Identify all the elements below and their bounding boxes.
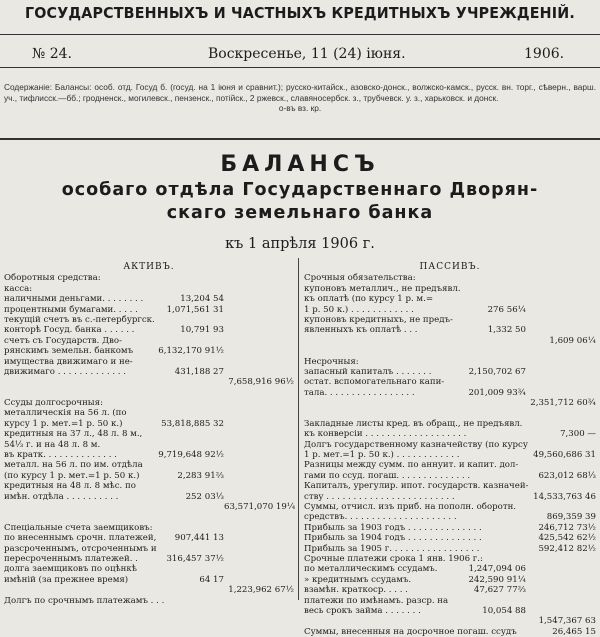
ledger-amount: 276 56¼ <box>487 304 526 315</box>
ledger-total <box>224 523 294 533</box>
ledger-text: Спеціальные счета заемщиковъ: <box>4 522 153 533</box>
ledger-line <box>304 398 596 408</box>
ledger-amount <box>516 502 555 512</box>
ledger-line <box>304 367 596 377</box>
ledger-line <box>304 523 596 533</box>
ledger-line <box>4 440 294 450</box>
ledger-line <box>4 585 294 595</box>
ledger-total: 63,571,070 19¼ <box>224 502 296 512</box>
ledger-line <box>4 377 294 387</box>
ledger-total <box>561 440 596 450</box>
ledger-amount: 316,457 37½ <box>166 553 224 564</box>
ledger-total <box>526 585 596 595</box>
ledger-amount <box>158 357 224 367</box>
ledger-amount <box>518 460 556 470</box>
ledger-total: 49,560,686 31 <box>533 450 596 461</box>
ledger-text: счетъ съ Государств. Дво- <box>4 335 122 346</box>
ledger-amount <box>158 284 224 294</box>
ledger-amount <box>466 429 529 439</box>
ledger-total: 592,412 82½ <box>538 543 596 554</box>
ledger-text: Прибыль за 1904 годъ . . . . . . . . . . . . . . <box>304 533 482 544</box>
ledger-total <box>526 367 596 377</box>
issue-year: 1906. <box>524 46 565 62</box>
ledger-total <box>526 346 596 356</box>
aktiv-heading: АКТИВЪ. <box>123 262 175 272</box>
issue-rule <box>0 67 600 68</box>
ledger-line <box>4 315 294 325</box>
ledger-total <box>556 460 596 470</box>
ledger-total: 7,300 — <box>560 429 596 440</box>
ledger-line <box>304 460 596 470</box>
table-of-contents <box>4 82 596 114</box>
ledger-line <box>4 450 294 460</box>
ledger-text: Срочныя обязательства: <box>304 273 416 284</box>
ledger-line <box>4 575 294 585</box>
ledger-amount <box>460 273 526 283</box>
ledger-amount <box>460 616 526 626</box>
ledger-text <box>304 336 460 346</box>
ledger-total: 26,465 15 <box>552 626 596 637</box>
ledger-line <box>304 585 596 595</box>
ledger-total <box>526 315 596 325</box>
ledger-line <box>304 294 596 304</box>
ledger-amount <box>158 502 224 512</box>
ledger-amount: 2,150,702 67 <box>468 366 526 377</box>
ledger-text: весь срокъ займа . . . . . . . <box>304 605 421 616</box>
balance-subtitle-2: скаго земельнаго банка <box>166 203 434 223</box>
ledger-amount <box>158 512 224 522</box>
ledger-text: платежи по имѣнамъ. разср. на <box>304 595 449 606</box>
ledger-text: купоновъ металлич., не предъявл. <box>304 283 461 294</box>
ledger-line <box>304 336 596 346</box>
balance-subtitle-1: особаго отдѣла Государственнаго Дворян- <box>61 180 539 200</box>
ledger-amount: 13,204 54 <box>180 294 224 305</box>
ledger-text: кредитныя на 48 л. 8 мѣс. по <box>4 481 136 492</box>
ledger-total <box>526 284 596 294</box>
ledger-total <box>224 554 294 564</box>
ledger-total <box>224 284 294 294</box>
ledger-total <box>224 471 294 481</box>
ledger-line <box>4 284 294 294</box>
ledger-line <box>304 388 596 398</box>
ledger-line <box>304 502 596 512</box>
ledger-line <box>304 357 596 367</box>
ledger-text <box>4 502 158 512</box>
ledger-total <box>224 305 294 315</box>
ledger-total <box>526 408 596 418</box>
ledger-text: Прибыль за 1905 г. . . . . . . . . . . . . . . . . <box>304 543 480 554</box>
ledger-line <box>4 533 294 543</box>
ledger-amount: 1,247,094 06 <box>468 564 526 575</box>
ledger-amount <box>158 440 224 450</box>
ledger-line <box>4 367 294 377</box>
ledger-line <box>304 429 596 439</box>
ledger-amount <box>470 471 531 481</box>
ledger-line <box>304 544 596 554</box>
ledger-total <box>224 564 294 574</box>
ledger-amount <box>460 377 526 387</box>
ledger-text: кредитныя на 37 л., 48 л. 8 м., <box>4 429 143 440</box>
ledger-total <box>224 492 294 502</box>
ledger-text <box>304 346 460 356</box>
ledger-text: средствъ. . . . . . . . . . . . . . . . . . . . . <box>304 512 457 523</box>
ledger-amount <box>158 564 224 574</box>
ledger-text: Закладные листы кред. въ обращ., не предъявл. <box>304 418 523 429</box>
ledger-total <box>224 460 294 470</box>
aktiv-lines <box>4 273 294 606</box>
ledger-line <box>304 419 596 429</box>
ledger-text: гами по ссуд. погаш. . . . . . . . . . . . . . <box>304 470 471 481</box>
ledger-text: движимаго . . . . . . . . . . . . . <box>4 366 126 377</box>
ledger-amount: 242,590 91¼ <box>468 574 526 585</box>
ledger-text: имѣній (за прежнее время) <box>4 574 129 585</box>
ledger-text: Суммы, внесенныя на досрочное погаш. ссудъ <box>304 626 517 637</box>
ledger-text: металл. на 56 л. по им. отдѣла <box>4 460 143 471</box>
ledger-amount <box>460 398 526 408</box>
ledger-line <box>4 523 294 533</box>
ledger-amount: 53,818,885 32 <box>161 418 224 429</box>
ledger-amount: 1,071,561 31 <box>166 304 224 315</box>
ledger-amount <box>158 460 224 470</box>
ledger-total <box>224 367 294 377</box>
ledger-amount <box>158 398 224 408</box>
ledger-text: въ кратк. . . . . . . . . . . . . . <box>4 450 117 461</box>
ledger-total <box>555 502 596 512</box>
ledger-text: по металлическимъ ссудамъ. <box>304 564 438 575</box>
ledger-amount <box>164 596 227 606</box>
ledger-text: имущества движимаго и не- <box>4 356 133 367</box>
ledger-text: пересроченнымъ платежей. . <box>4 553 138 564</box>
ledger-text: (по курсу 1 р. мет.=1 р. 50 к.) <box>4 470 140 481</box>
ledger-line <box>304 606 596 616</box>
ledger-total <box>526 596 596 606</box>
ledger-total <box>526 305 596 315</box>
ledger-amount <box>158 481 224 491</box>
ledger-line <box>304 346 596 356</box>
ledger-line <box>304 596 596 606</box>
ledger-total <box>561 481 596 491</box>
ledger-amount: 47,627 77⅔ <box>473 585 526 596</box>
issue-date: Воскресенье, 11 (24) іюня. <box>208 46 406 62</box>
ledger-amount <box>460 512 526 522</box>
ledger-line <box>304 284 596 294</box>
ledger-line <box>304 564 596 574</box>
ledger-line <box>304 450 596 460</box>
ledger-text: долга заемщиковъ по оцѣнкѣ <box>4 564 137 575</box>
ledger-total <box>526 377 596 387</box>
ledger-amount: 10,791 93 <box>180 325 224 336</box>
ledger-line <box>304 533 596 543</box>
ledger-text: запасный капиталъ . . . . . . . <box>304 366 432 377</box>
ledger-text: рянскимъ земельн. банкомъ <box>4 346 134 357</box>
ledger-line <box>4 336 294 346</box>
ledger-total <box>558 419 596 429</box>
ledger-total <box>526 575 596 585</box>
ledger-line <box>4 544 294 554</box>
ledger-text: Оборотныя средства: <box>4 273 101 284</box>
passiv-heading: ПАССИВЪ. <box>419 262 481 272</box>
ledger-amount <box>460 294 526 304</box>
passiv-column <box>304 262 596 637</box>
ledger-amount <box>460 357 526 367</box>
ledger-total <box>224 575 294 585</box>
ledger-line <box>304 492 596 502</box>
passiv-lines <box>304 273 596 637</box>
ledger-total: 623,012 68⅓ <box>538 470 596 481</box>
ledger-total: 246,712 73½ <box>538 522 596 533</box>
ledger-total <box>526 273 596 283</box>
ledger-amount <box>158 315 224 325</box>
ledger-line <box>4 273 294 283</box>
column-divider <box>298 258 299 600</box>
ledger-text: Срочные платежи срока 1 янв. 1906 г.: <box>304 553 483 564</box>
ledger-text: по внесеннымъ срочн. платежей, <box>4 533 157 544</box>
ledger-total <box>526 325 596 335</box>
ledger-total <box>224 450 294 460</box>
ledger-text: касса: <box>4 283 33 294</box>
ledger-amount: 6,132,170 91½ <box>158 346 224 357</box>
ledger-text: Несрочныя: <box>304 356 359 367</box>
ledger-text <box>4 512 158 522</box>
ledger-text <box>4 585 158 595</box>
ledger-total <box>224 346 294 356</box>
ledger-amount: 252 03⅓ <box>185 491 224 502</box>
ledger-total <box>224 481 294 491</box>
ledger-line <box>4 346 294 356</box>
ledger-amount: 201,009 93¾ <box>468 387 526 398</box>
ledger-line <box>304 554 596 564</box>
ledger-amount <box>158 523 224 533</box>
ledger-line <box>304 616 596 626</box>
ledger-line <box>304 575 596 585</box>
ledger-total <box>224 398 294 408</box>
ledger-amount <box>158 377 224 387</box>
ledger-line <box>4 502 294 512</box>
ledger-text: » кредитнымъ ссудамъ. <box>304 574 412 585</box>
ledger-text <box>304 408 460 418</box>
ledger-text: Долгъ по срочнымъ платежамъ . . . <box>4 595 165 606</box>
ledger-amount <box>460 596 526 606</box>
ledger-amount: 2,283 91⅔ <box>177 470 224 481</box>
ledger-total <box>224 294 294 304</box>
ledger-line <box>304 471 596 481</box>
ledger-text <box>4 377 158 387</box>
ledger-line <box>304 627 596 637</box>
ledger-text: Долгъ государственному казначейству (по курсу <box>304 439 528 450</box>
ledger-total <box>224 408 294 418</box>
ledger-total <box>526 564 596 574</box>
ledger-amount <box>460 450 526 460</box>
ledger-text: курсу 1 р. мет.=1 р. 50 к.) <box>4 418 123 429</box>
balance-title: БАЛАНСЪ <box>220 152 380 177</box>
ledger-line <box>304 512 596 522</box>
ledger-line <box>4 512 294 522</box>
ledger-amount <box>158 408 224 418</box>
ledger-amount: 9,719,648 92½ <box>158 450 224 461</box>
ledger-amount <box>460 492 526 502</box>
ledger-text: 1 р. 50 к.) . . . . . . . . . . . . <box>304 304 414 315</box>
ledger-text: взамѣн. краткоср. . . . . <box>304 585 408 596</box>
ledger-total <box>224 357 294 367</box>
ledger-text: Прибыль за 1903 годъ . . . . . . . . . . . . . . <box>304 522 482 533</box>
ledger-line <box>4 460 294 470</box>
ledger-line <box>4 481 294 491</box>
ledger-text: явленныхъ къ оплатѣ . . . <box>304 325 418 336</box>
ledger-text: конторѣ Госуд. банка . . . . . . <box>4 325 135 336</box>
issue-number: № 24. <box>32 46 72 62</box>
ledger-amount <box>479 544 536 554</box>
contents-line-2: о-въ вз. кр. <box>278 103 322 113</box>
ledger-amount <box>158 544 224 554</box>
balance-date: къ 1 апрѣля 1906 г. <box>225 236 375 252</box>
ledger-total: 14,533,763 46 <box>533 491 596 502</box>
ledger-line <box>4 325 294 335</box>
ledger-total <box>224 429 294 439</box>
ledger-total <box>224 336 294 346</box>
ledger-text <box>304 398 460 408</box>
ledger-amount <box>158 388 224 398</box>
ledger-line <box>4 408 294 418</box>
ledger-total: 7,658,916 96½ <box>228 377 294 388</box>
ledger-line <box>304 315 596 325</box>
ledger-amount <box>460 408 526 418</box>
ledger-text: Разницы между сумм. по аннуит. и капит. дол- <box>304 460 519 471</box>
ledger-line <box>4 429 294 439</box>
ledger-amount <box>158 585 224 595</box>
ledger-text: Суммы, отчисл. изъ приб. на пополн. оборотн. <box>304 502 517 512</box>
ledger-total <box>224 315 294 325</box>
ledger-total: 1,609 06¼ <box>549 335 596 346</box>
ledger-text: имѣн. отдѣла . . . . . . . . . . <box>4 491 119 502</box>
ledger-total <box>224 273 294 283</box>
ledger-line <box>304 273 596 283</box>
ledger-total <box>526 294 596 304</box>
ledger-text <box>304 616 460 626</box>
ledger-total: 425,542 62½ <box>538 533 596 544</box>
ledger-amount: 431,188 27 <box>174 366 224 377</box>
ledger-total <box>526 606 596 616</box>
ledger-line <box>304 305 596 315</box>
ledger-text: наличными деньгами. . . . . . . . <box>4 294 144 305</box>
ledger-text: металлическія на 56 л. (по <box>4 408 127 419</box>
ledger-text: Ссуды долгосрочныя: <box>4 398 103 409</box>
ledger-line <box>4 294 294 304</box>
ledger-text <box>4 388 158 398</box>
ledger-line <box>4 471 294 481</box>
ledger-text: къ конверсіи . . . . . . . . . . . . . . . . . . . <box>304 429 467 440</box>
ledger-amount: 907,441 13 <box>174 533 224 544</box>
ledger-line <box>304 325 596 335</box>
contents-rule <box>0 138 600 140</box>
ledger-total: 1,223,962 67½ <box>228 585 294 596</box>
ledger-text: процентными бумагами. . . . . <box>4 304 138 315</box>
ledger-total <box>224 325 294 335</box>
ledger-total <box>224 388 294 398</box>
ledger-line <box>4 419 294 429</box>
ledger-total <box>538 554 596 564</box>
ledger-total <box>224 544 294 554</box>
ledger-amount: 64 17 <box>199 574 224 585</box>
ledger-text: остат. вспомогательнаго капи- <box>304 377 445 388</box>
masthead: ГОСУДАРСТВЕННЫХЪ И ЧАСТНЫХЪ КРЕДИТНЫХЪ УЧРЕЖДЕНІЙ. <box>24 4 576 22</box>
contents-line-1: Содержаніе: Балансы: особ. отд. Госуд б. (госуд. на 1 іюня и сравнит.); русско-китайск., азовско-донск., волжско-камск., русск. вн. торг., сѣверн., варш. уч., тифлисск.—бб.; гродненск., могилевск., пензенск., потійск., 2 ржевск., славяносербск. з., трубчевск. у. з., харьковск. и донск. <box>4 82 596 103</box>
ledger-line <box>4 596 294 606</box>
ledger-amount: 1,332 50 <box>487 325 526 336</box>
ledger-amount: 10,054 88 <box>482 605 526 616</box>
ledger-total: 869,359 39 <box>546 512 596 523</box>
ledger-line <box>4 388 294 398</box>
ledger-amount <box>461 284 527 294</box>
ledger-line <box>4 554 294 564</box>
ledger-total <box>224 440 294 450</box>
ledger-line <box>4 357 294 367</box>
ledger-amount <box>460 336 526 346</box>
aktiv-column <box>4 262 294 606</box>
ledger-total <box>224 533 294 543</box>
ledger-line <box>4 492 294 502</box>
ledger-text: купоновъ кредитныхъ, не предъ- <box>304 314 453 325</box>
ledger-amount <box>528 481 561 491</box>
ledger-text: къ оплатѣ (по курсу 1 р. м.= <box>304 294 434 305</box>
ledger-total <box>227 596 294 606</box>
ledger-line <box>4 398 294 408</box>
ledger-text: разсроченнымъ, отсроченнымъ и <box>4 543 157 554</box>
ledger-amount <box>460 315 526 325</box>
ledger-text: 1 р. мет.=1 р. 50 к.) . . . . . . . . . . . . <box>304 450 460 461</box>
ledger-total <box>224 419 294 429</box>
ledger-amount <box>158 429 224 439</box>
ledger-total: 2,351,712 60¾ <box>530 398 596 409</box>
ledger-amount <box>483 554 538 564</box>
ledger-amount <box>522 419 558 429</box>
ledger-line <box>304 481 596 491</box>
ledger-total <box>224 512 294 522</box>
ledger-amount <box>460 346 526 356</box>
ledger-amount <box>482 533 537 543</box>
ledger-line <box>4 305 294 315</box>
ledger-total: 1,547,367 63 <box>538 616 596 627</box>
ledger-amount <box>517 627 553 637</box>
ledger-text: ству . . . . . . . . . . . . . . . . . . . . . . . . <box>304 491 455 502</box>
ledger-total <box>526 357 596 367</box>
ledger-amount <box>158 336 224 346</box>
ledger-text: тала. . . . . . . . . . . . . . . . . <box>304 387 415 398</box>
masthead-rule <box>0 34 600 35</box>
ledger-line <box>304 408 596 418</box>
ledger-amount <box>528 440 561 450</box>
ledger-line <box>304 440 596 450</box>
ledger-text: текущій счетъ въ с.-петербургск. <box>4 314 155 325</box>
ledger-line <box>4 564 294 574</box>
ledger-total <box>526 388 596 398</box>
ledger-text: 54⅓ г. и на 48 л. 8 м. <box>4 439 101 450</box>
ledger-amount <box>482 523 537 533</box>
ledger-amount <box>158 273 224 283</box>
ledger-line <box>304 377 596 387</box>
ledger-text: Капиталъ, урегулир. ипот. государств. казначей- <box>304 481 529 492</box>
